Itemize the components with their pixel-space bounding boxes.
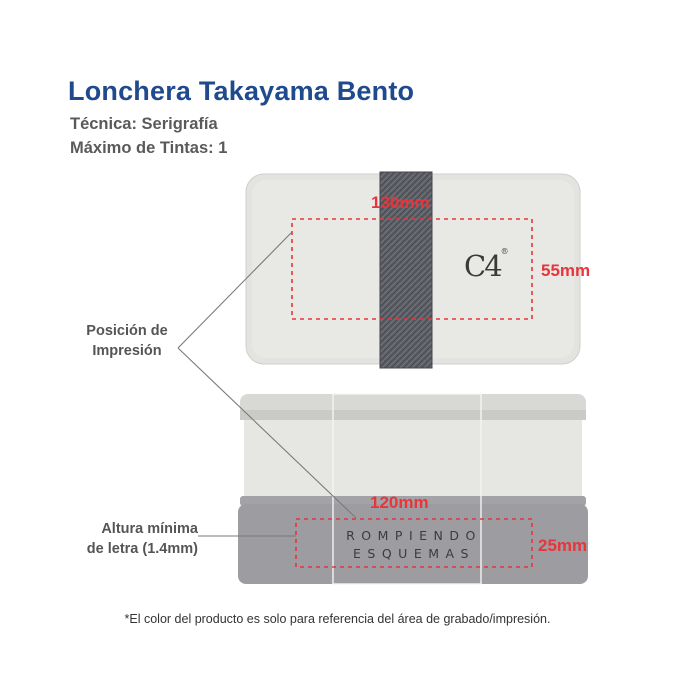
print-position-label [72, 321, 182, 361]
side-height-dimension: 25mm [538, 536, 588, 555]
print-position-line2: Impresión [92, 343, 162, 359]
min-height-line2: de letra (1.4mm) [86, 541, 198, 557]
min-height-line1: Altura mínima [101, 521, 198, 537]
max-inks-label: Máximo de Tintas: 1 [70, 139, 228, 157]
min-letter-height-label [48, 519, 198, 559]
footnote: *El color del producto es solo para referencia del área de grabado/impresión. [124, 612, 551, 626]
technique-label: Técnica: Serigrafía [70, 115, 218, 133]
print-sample-line1: ROMPIENDO [346, 528, 482, 543]
print-sample-line2: ESQUEMAS [353, 546, 475, 561]
brand-logo [464, 249, 509, 283]
lid-width-dimension: 130mm [371, 193, 430, 212]
logo-text: C4 [464, 249, 501, 283]
lid-height-dimension: 55mm [541, 261, 591, 280]
print-position-line1: Posición de [86, 323, 168, 339]
registered-mark: ® [500, 247, 509, 256]
page-title: Lonchera Takayama Bento [68, 76, 415, 106]
side-width-dimension: 120mm [370, 493, 429, 512]
